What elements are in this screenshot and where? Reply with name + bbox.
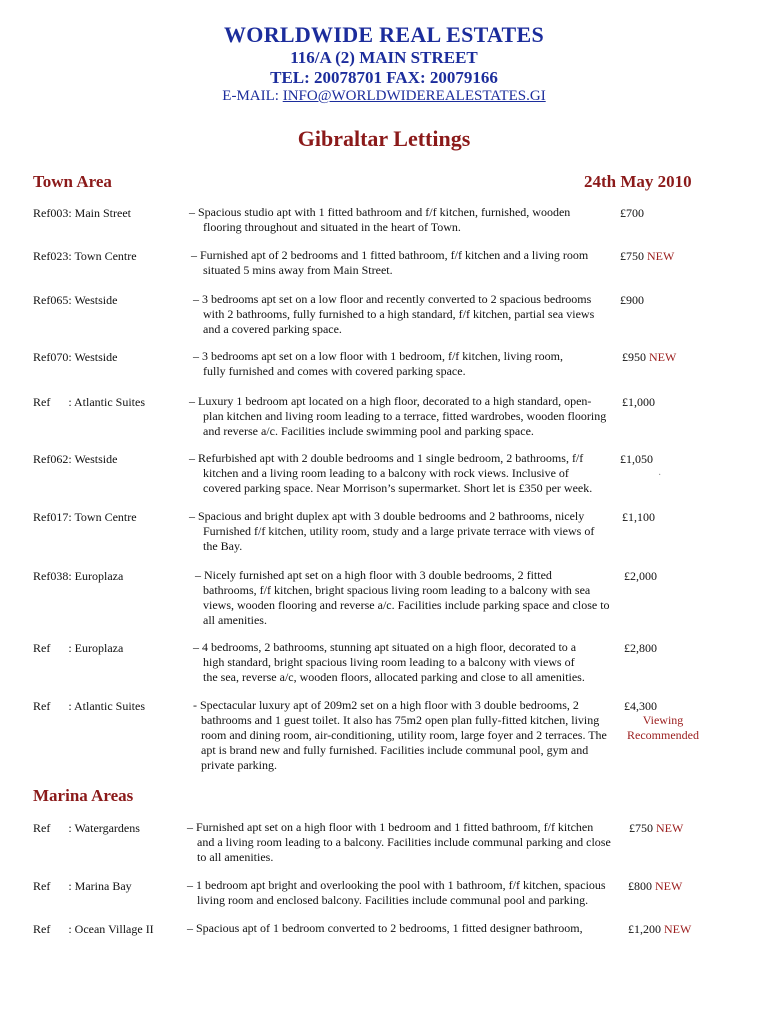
listing-price: £900 (620, 293, 644, 307)
listing-description: – Furnished apt set on a high floor with 1 bedroom and 1 fitted bathroom, f/f kitchen and a living room leading to a balcony. Facilities include communal parking and close to all amenities. (187, 820, 611, 864)
viewing-recommended-note: Viewing Recommended (627, 713, 699, 742)
company-name: WORLDWIDE REAL ESTATES (224, 22, 544, 47)
listing-ref: Ref038: Europlaza (33, 569, 124, 583)
email-link[interactable]: INFO@WORLDWIDEREALESTATES.GI (282, 88, 546, 104)
listing-ref: Ref : Atlantic Suites (33, 395, 145, 409)
listing-ref: Ref062: Westside (33, 452, 118, 466)
listing-description: – 1 bedroom apt bright and overlooking the pool with 1 bathroom, f/f kitchen, spacious living room and enclosed balcony. Facilities include communal pool and parking. (187, 878, 606, 907)
listing-price: £1,000 (622, 395, 655, 409)
company-phone-fax: TEL: 20078701 FAX: 20079166 (270, 68, 498, 87)
listing-price: £750 NEW (629, 821, 684, 835)
listing-ref: Ref : Atlantic Suites (33, 699, 145, 713)
listing-description: – 3 bedrooms apt set on a low floor and recently converted to 2 spacious bedrooms with 2 bathrooms, fully furnished to a high standard, f/f kitchen, partial sea views and a covered parking space. (193, 292, 595, 336)
listing-ref: Ref : Marina Bay (33, 879, 132, 893)
listing-ref: Ref003: Main Street (33, 206, 131, 220)
document-date: 24th May 2010 (584, 172, 692, 191)
listing-ref: Ref : Europlaza (33, 641, 124, 655)
listing-price: £1,050 (620, 452, 653, 466)
listing-description: – 3 bedrooms apt set on a low floor with 1 bedroom, f/f kitchen, living room, fully furnished and comes with covered parking space. (193, 349, 563, 378)
listing-price: £950 NEW (622, 350, 677, 364)
new-badge: NEW (649, 350, 677, 364)
listing-price: £2,000 (624, 569, 657, 583)
listing-description: – Spacious studio apt with 1 fitted bathroom and f/f kitchen, furnished, wooden flooring throughout and situated in the heart of Town. (189, 205, 571, 234)
listing-price: £700 (620, 206, 644, 220)
section-heading-marina-areas: Marina Areas (33, 786, 134, 805)
stray-mark: · (658, 470, 662, 481)
listing-description: - Spectacular luxury apt of 209m2 set on a high floor with 3 double bedrooms, 2 bathrooms and 1 guest toilet. It also has 75m2 open plan fully-fitted kitchen, living room and dining room, air-conditioning, utility room, large foyer and 2 terraces. The apt is brand new and fully furnished. Facilities include communal pool, gym and private parking. (193, 698, 607, 772)
listing-ref: Ref017: Town Centre (33, 510, 137, 524)
company-email-line (0, 88, 768, 105)
company-address: 116/A (2) MAIN STREET (290, 48, 478, 67)
listing-ref: Ref : Watergardens (33, 821, 140, 835)
listing-price: £750 NEW (620, 249, 675, 263)
listing-ref: Ref : Ocean Village II (33, 922, 154, 936)
new-badge: NEW (656, 821, 684, 835)
listing-description: – Spacious apt of 1 bedroom converted to 2 bedrooms, 1 fitted designer bathroom, (187, 921, 583, 935)
section-heading-town-area: Town Area (33, 172, 112, 191)
listing-ref: Ref070: Westside (33, 350, 118, 364)
listing-description: – 4 bedrooms, 2 bathrooms, stunning apt situated on a high floor, decorated to a high standard, bright spacious living room leading to a balcony with views of the sea, reverse a/c, wooden floors, allocated parking and close to all amenities. (193, 640, 585, 684)
email-label: E-MAIL: (222, 88, 283, 104)
listing-ref: Ref065: Westside (33, 293, 118, 307)
new-badge: NEW (647, 249, 675, 263)
document-title: Gibraltar Lettings (297, 126, 471, 151)
listing-price: £2,800 (624, 641, 657, 655)
listing-price: £4,300 (624, 699, 657, 713)
listing-description: – Refurbished apt with 2 double bedrooms and 1 single bedroom, 2 bathrooms, f/f kitchen and a living room leading to a balcony with rock views. Inclusive of covered parking space. Near Morrison’s supermarket. Short let is £350 per week. (189, 451, 593, 495)
listing-description: – Furnished apt of 2 bedrooms and 1 fitted bathroom, f/f kitchen and a living room situated 5 mins away from Main Street. (191, 248, 589, 277)
listing-price: £1,100 (622, 510, 655, 524)
new-badge: NEW (664, 922, 692, 936)
listing-description: – Spacious and bright duplex apt with 3 double bedrooms and 2 bathrooms, nicely Furnished f/f kitchen, utility room, study and a large private terrace with views of the Bay. (189, 509, 595, 553)
listing-description: – Luxury 1 bedroom apt located on a high floor, decorated to a high standard, open- plan kitchen and living room leading to a terrace, fitted wardrobes, wooden flooring and reverse a/c. Facilities include swimming pool and parking space. (189, 394, 607, 438)
listing-price: £1,200 NEW (628, 922, 692, 936)
listing-description: – Nicely furnished apt set on a high floor with 3 double bedrooms, 2 fitted bathrooms, f/f kitchen, bright spacious living room leading to a balcony with sea views, wooden flooring and reverse a/c. Facilities include parking space and close to all amenities. (195, 568, 610, 627)
new-badge: NEW (655, 879, 683, 893)
listing-price: £800 NEW (628, 879, 683, 893)
listing-ref: Ref023: Town Centre (33, 249, 137, 263)
